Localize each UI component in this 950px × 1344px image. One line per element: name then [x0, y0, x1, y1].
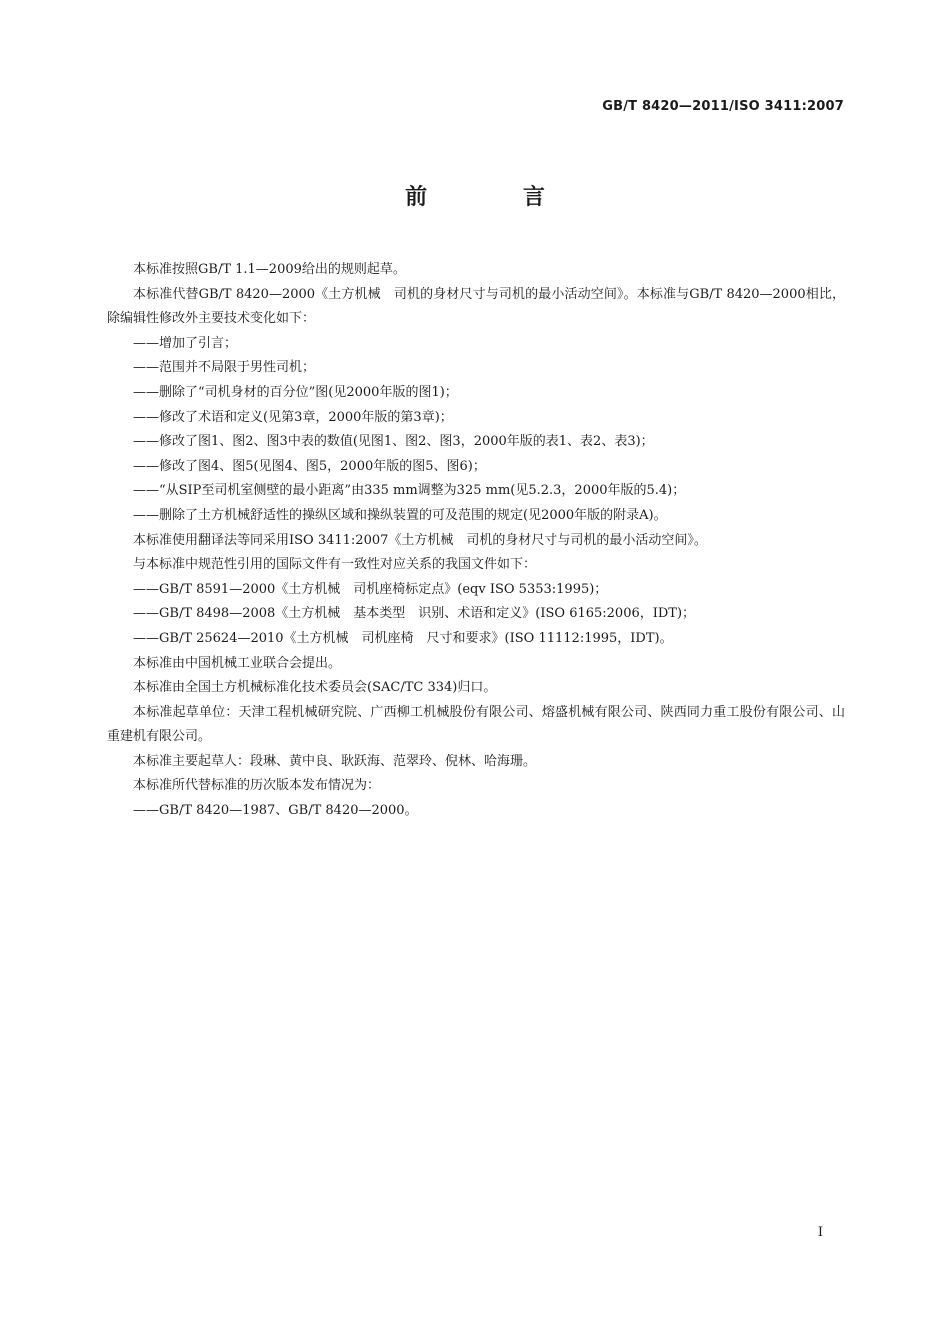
- reference-item: ——GB/T 8498—2008《土方机械 基本类型 识别、术语和定义》(ISO 6165:2006，IDT)；: [133, 606, 696, 622]
- reference-item: ——GB/T 8591—2000《土方机械 司机座椅标定点》(eqv ISO 5353:1995)；: [133, 581, 608, 597]
- change-item: ——范围并不局限于男性司机；: [133, 360, 316, 376]
- change-item: ——修改了图4、图5(见图4、图5，2000年版的图5、图6)；: [133, 458, 486, 474]
- previous-editions-item: ——GB/T 8420—1987、GB/T 8420—2000。: [133, 803, 418, 819]
- document-header-id: GB/T 8420—2011/ISO 3411:2007: [602, 99, 844, 114]
- change-item: ——增加了引言；: [133, 335, 238, 351]
- page-number: I: [817, 1225, 823, 1240]
- change-item: ——修改了术语和定义(见第3章，2000年版的第3章)；: [133, 409, 453, 425]
- paragraph-drafters: 本标准主要起草人：段琳、黄中良、耿跃海、范翠玲、倪林、哈海珊。: [133, 753, 537, 769]
- paragraph-adoption: 本标准使用翻译法等同采用ISO 3411:2007《土方机械 司机的身材尺寸与司机的最小活动空间》。: [133, 532, 707, 548]
- paragraph-replacement: 本标准代替GB/T 8420—2000《土方机械 司机的身材尺寸与司机的最小活动空间》。本标准与GB/T 8420—2000相比，除编辑性修改外主要技术变化如下：: [107, 286, 845, 327]
- reference-item: ——GB/T 25624—2010《土方机械 司机座椅 尺寸和要求》(ISO 11112:1995，IDT)。: [133, 630, 673, 646]
- page-title: 前 言: [405, 185, 589, 210]
- paragraph-drafting-rule: 本标准按照GB/T 1.1—2009给出的规则起草。: [133, 262, 406, 277]
- paragraph-committee: 本标准由全国土方机械标准化技术委员会(SAC/TC 334)归口。: [133, 680, 497, 696]
- change-item: ——修改了图1、图2、图3中表的数值(见图1、图2、图3，2000年版的表1、表2、表3)；: [133, 434, 654, 450]
- paragraph-previous-editions-intro: 本标准所代替标准的历次版本发布情况为：: [133, 778, 381, 794]
- change-item: ——删除了土方机械舒适性的操纵区域和操纵装置的可及范围的规定(见2000年版的附录A)。: [133, 507, 667, 523]
- change-item: ——“从SIP至司机室侧壁的最小距离”由335 mm调整为325 mm(见5.2.3，2000年版的5.4)；: [133, 483, 686, 499]
- paragraph-proposer: 本标准由中国机械工业联合会提出。: [133, 655, 342, 671]
- paragraph-references-intro: 与本标准中规范性引用的国际文件有一致性对应关系的我国文件如下：: [133, 557, 537, 573]
- foreword-body: [107, 258, 845, 824]
- change-item: ——删除了“司机身材的百分位”图(见2000年版的图1)；: [133, 384, 458, 400]
- paragraph-drafting-units: 本标准起草单位：天津工程机械研究院、广西柳工机械股份有限公司、熔盛机械有限公司、陕西同力重工股份有限公司、山重建机有限公司。: [107, 704, 845, 745]
